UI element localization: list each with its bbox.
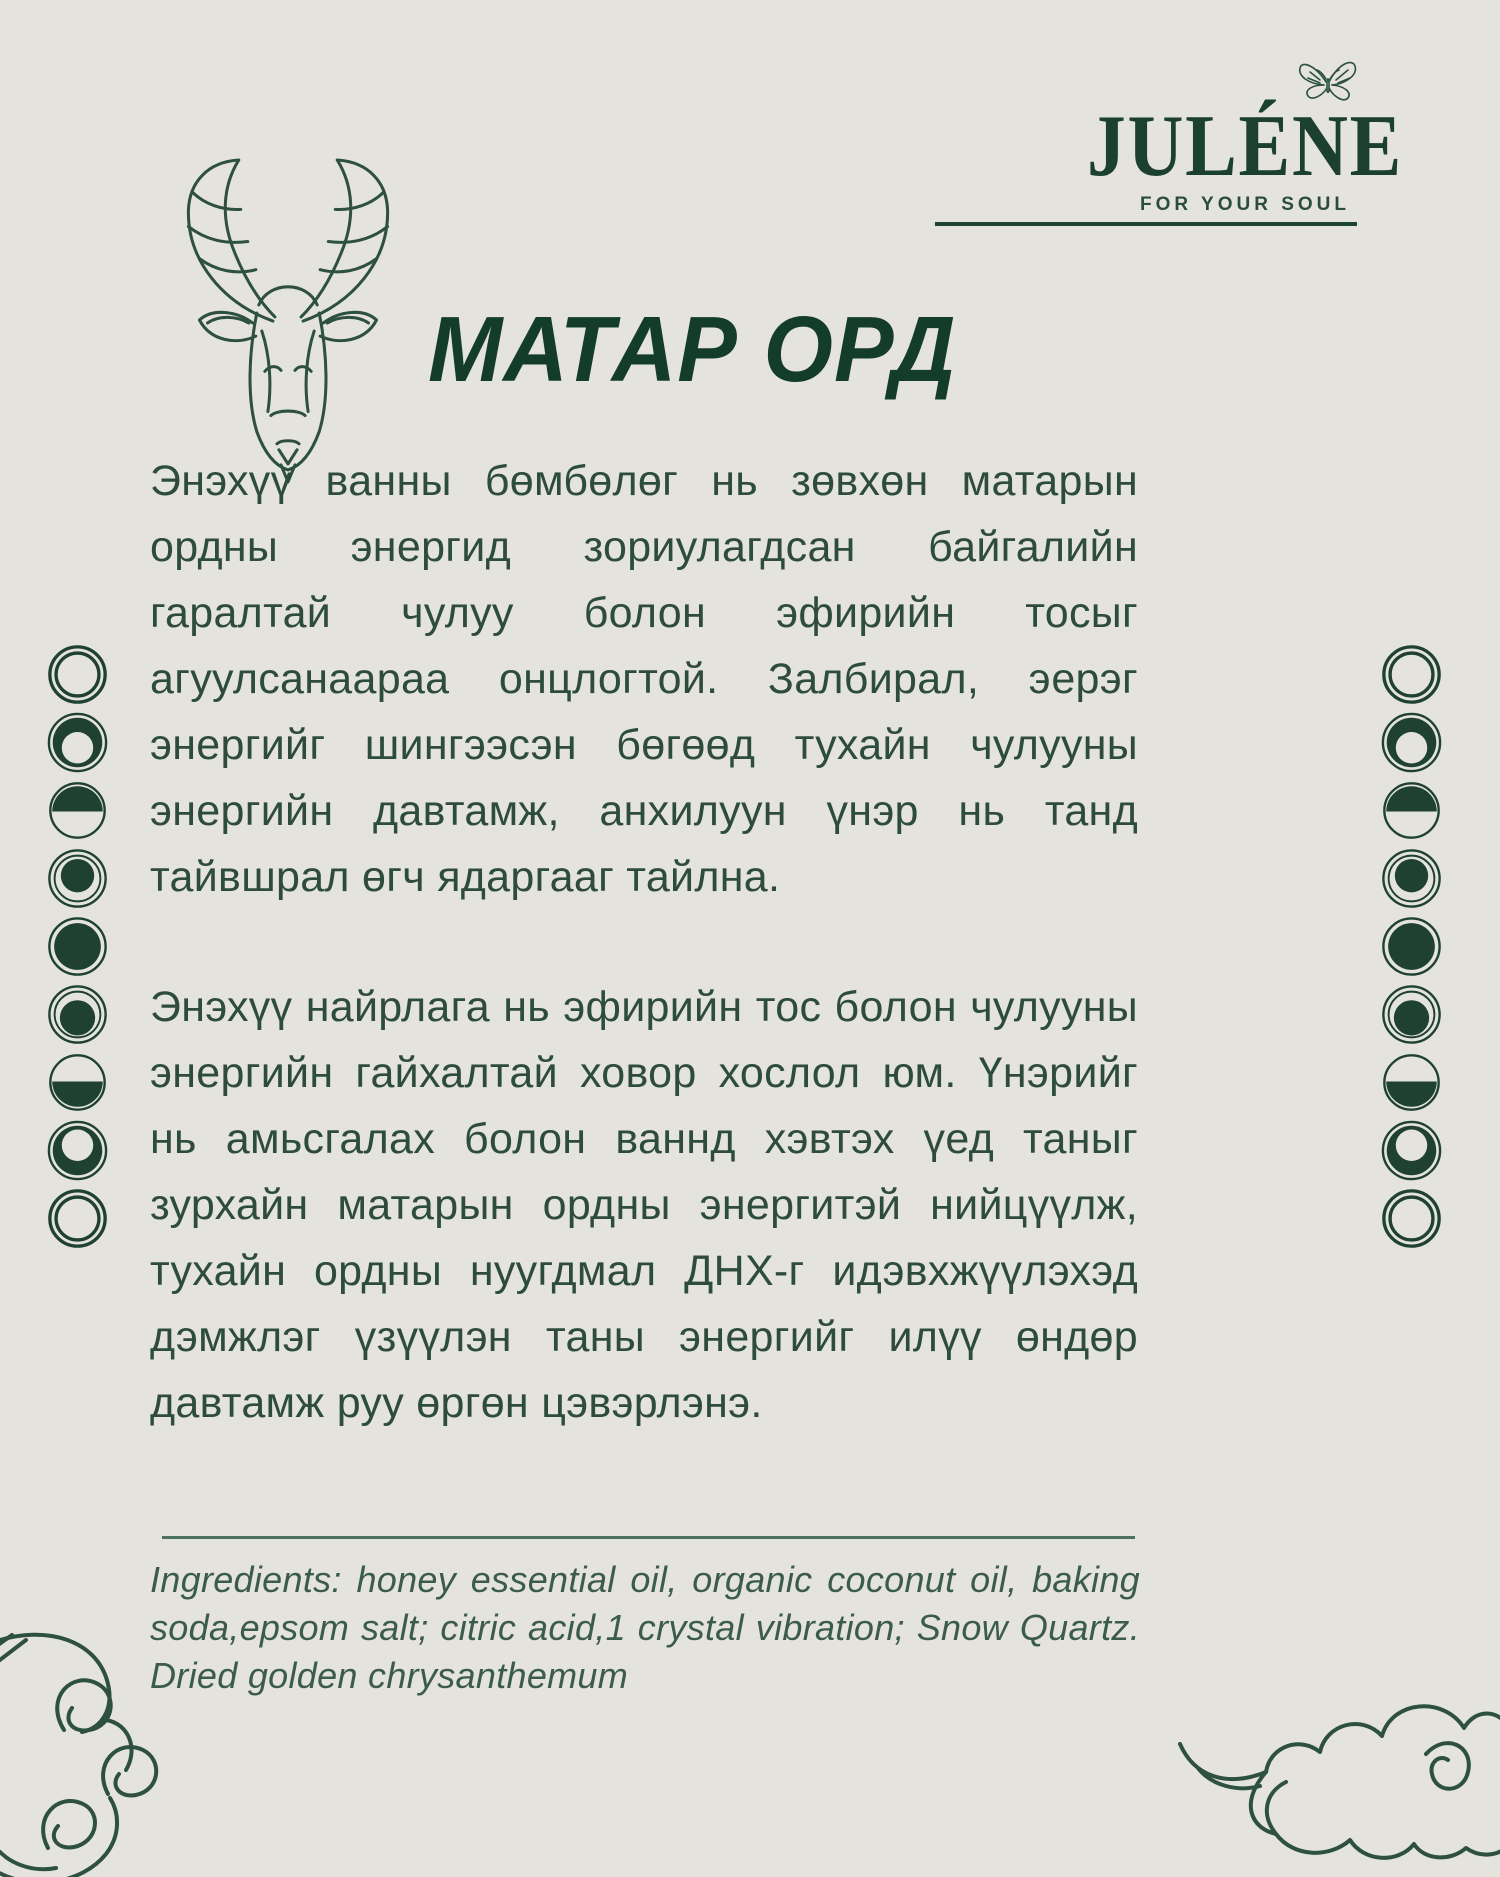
moon-phase-icon-waxing-crescent	[47, 712, 108, 773]
moon-phase-icon-waxing-gibbous	[47, 848, 108, 909]
moon-phase-icon-last-quarter	[1381, 1052, 1442, 1113]
capricorn-goat-icon	[152, 152, 424, 484]
description-paragraph-2: Энэхүү найрлага нь эфирийн тос болон чулууны энергийн гайхалтай ховор хослол юм. Үнэрийг нь амьсгалах болон ваннд хэвтэх үед таныг зурхайн матарын ордны энергитэй нийцүүлж, тухайн ордны нуугдмал ДНХ-г идэвхжүүлэхэд дэмжлэг үзүүлэн таны энергийг илүү өндөр давтамж руу өргөн цэвэрлэнэ.	[150, 983, 1138, 1427]
moon-phase-icon-first-quarter	[47, 780, 108, 841]
moon-phase-column-left	[47, 644, 108, 1249]
moon-phase-icon-waxing-crescent	[1381, 712, 1442, 773]
moon-phase-icon-new-moon	[47, 644, 108, 705]
moon-phase-icon-new-moon	[1381, 644, 1442, 705]
moon-phase-icon-first-quarter	[1381, 780, 1442, 841]
moon-phase-icon-waning-gibbous	[47, 984, 108, 1045]
description-text	[150, 448, 1138, 1500]
logo-divider	[935, 222, 1357, 226]
cloud-swirl-icon	[1168, 1692, 1500, 1877]
moon-phase-icon-waxing-gibbous	[1381, 848, 1442, 909]
brand-tagline: FOR YOUR SOUL	[1140, 194, 1350, 215]
moon-phase-icon-last-quarter	[47, 1052, 108, 1113]
moon-phase-column-right	[1381, 644, 1442, 1249]
ingredients-divider	[162, 1536, 1135, 1539]
ingredients-text: Ingredients: honey essential oil, organic coconut oil, baking soda,epsom salt; citric acid,1 crystal vibration; Snow Quartz. Dried golden chrysanthemum	[150, 1559, 1140, 1696]
moon-phase-icon-waning-crescent	[1381, 1120, 1442, 1181]
cloud-swirl-icon	[0, 1632, 222, 1877]
moon-phase-icon-new-moon	[47, 1188, 108, 1249]
description-paragraph-1: Энэхүү ванны бөмбөлөг нь зөвхөн матарын ордны энергид зориулагдсан байгалийн гаралтай чулуу болон эфирийн тосыг агуулсанаараа онцлогтой. Залбирал, эерэг энергийг шингээсэн бөгөөд тухайн чулууны энергийн давтамж, анхилуун үнэр нь танд тайвшрал өгч ядаргааг тайлна.	[150, 457, 1138, 901]
moon-phase-icon-waning-crescent	[47, 1120, 108, 1181]
moon-phase-icon-full-moon	[1381, 916, 1442, 977]
moon-phase-icon-full-moon	[47, 916, 108, 977]
moon-phase-icon-waning-gibbous	[1381, 984, 1442, 1045]
page-title: МАТАР ОРД	[428, 297, 957, 401]
brand-logo: JULÉNE	[1086, 98, 1404, 195]
moon-phase-icon-new-moon	[1381, 1188, 1442, 1249]
